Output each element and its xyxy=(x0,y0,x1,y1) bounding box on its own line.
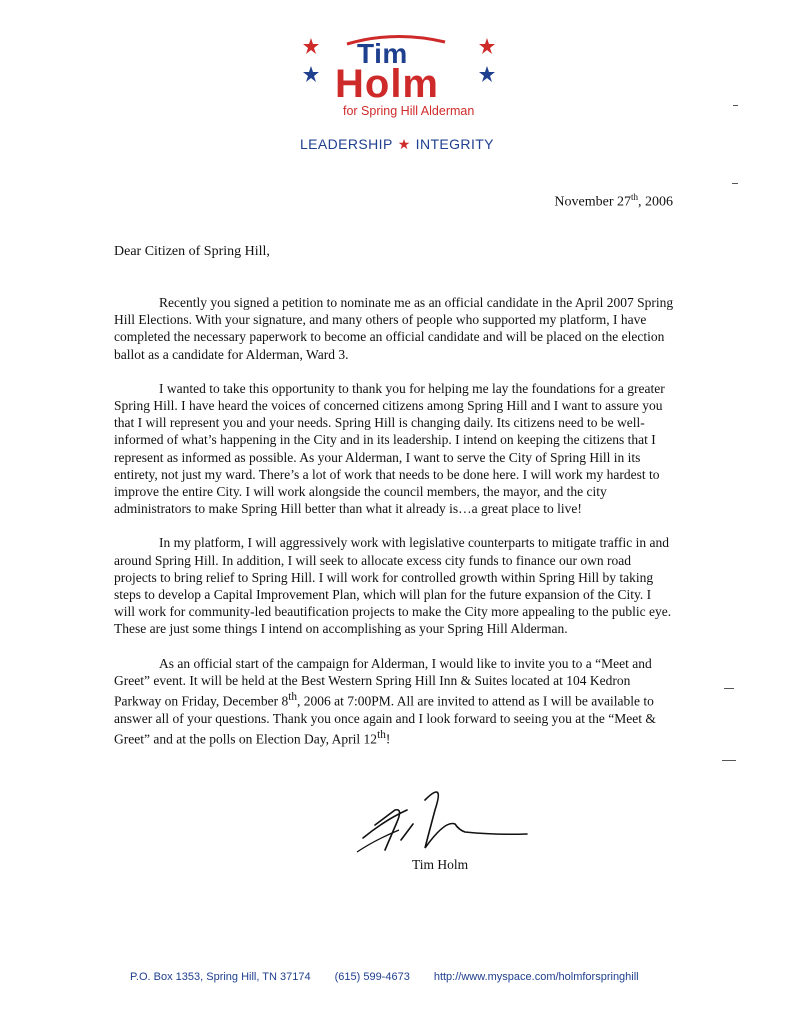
campaign-logo xyxy=(295,30,505,130)
scan-mark xyxy=(733,105,738,106)
paragraph-3: In my platform, I will aggressively work with legislative counterparts to mitigate traffic in and around Spring Hill. In addition, I will seek to allocate excess city funds to finance our own road projects to bring relief to Spring Hill. I will work for controlled growth within Spring Hill by taking steps to develop a Capital Improvement Plan, which will plan for the future expansion of the City. I will work for community-led beautification projects to make the City more appealing to the public eye. These are just some things I intend on accomplishing as your Spring Hill Alderman. xyxy=(114,535,672,637)
footer-phone: (615) 599-4673 xyxy=(334,971,410,983)
scan-mark xyxy=(732,183,738,184)
paragraph-1: Recently you signed a petition to nominate me as an official candidate in the April 2007 Spring Hill Elections. With your signature, and many others of people who supported my platform, I have completed the necessary paperwork to become an official candidate and will be placed on the election ballot as a candidate for Alderman, Ward 3. xyxy=(114,295,674,362)
paragraph-4-part-c: ! xyxy=(385,731,391,747)
footer-url: http://www.myspace.com/holmforspringhill xyxy=(433,971,639,983)
paragraph-4-sup-2: th xyxy=(377,728,386,741)
date-suffix: th xyxy=(630,192,638,202)
date-month-day: November 27 xyxy=(554,194,631,210)
paragraph-2: I wanted to take this opportunity to thank you for helping me lay the foundations for a greater Spring Hill. I have heard the voices of concerned citizens among Spring Hill and I want to assure you that I will represent you and your needs. Spring Hill is changing daily. Its citizens need to be well-informed of what’s happening in the City and in its leadership. I intend on keeping the citizens that I represent as informed as possible. As your Alderman, I want to serve the City of Spring Hill in its entirety, not just my ward. There’s a lot of work that needs to be done here. I will work my hardest to improve the entire City. I will work alongside the council members, the mayor, and the city administrators to make Spring Hill better than what it already is…a great place to live! xyxy=(114,380,665,517)
paragraph-4-sup-1: th xyxy=(288,691,297,704)
paragraph-4-part-a: As an official start of the campaign for Alderman, I would like to invite you to a “Meet and Greet” event. It will be held at the Best Western Spring Hill Inn & Suites located at 104 Kedron Parkway on Friday, December 8 xyxy=(114,655,652,709)
handwritten-signature xyxy=(355,780,535,860)
letter-date xyxy=(554,192,673,211)
star-icon: ★ xyxy=(397,136,411,152)
paragraph-4-part-b: , 2006 at 7:00PM. All are invited to attend as I will be available to answer all of your questions. Thank you once again and I look forward to seeing you at the “Meet & Greet” and at the polls on Election Day, April 12 xyxy=(114,693,656,747)
letter-body xyxy=(114,294,674,765)
logo-last-name: Holm xyxy=(335,62,439,106)
signer-name: Tim Holm xyxy=(412,857,469,872)
salutation: Dear Citizen of Spring Hill, xyxy=(114,244,270,259)
logo-first-name: Tim xyxy=(357,38,408,69)
logo-subtitle: for Spring Hill Alderman xyxy=(343,104,475,118)
scan-mark xyxy=(722,760,736,761)
paragraph-4 xyxy=(114,655,674,748)
letter-footer xyxy=(130,971,690,983)
footer-address: P.O. Box 1353, Spring Hill, TN 37174 xyxy=(130,971,311,983)
scan-mark xyxy=(724,688,734,689)
tagline xyxy=(300,136,494,153)
tagline-left: LEADERSHIP xyxy=(300,136,393,152)
date-year: , 2006 xyxy=(638,194,673,210)
tagline-right: INTEGRITY xyxy=(415,136,494,152)
